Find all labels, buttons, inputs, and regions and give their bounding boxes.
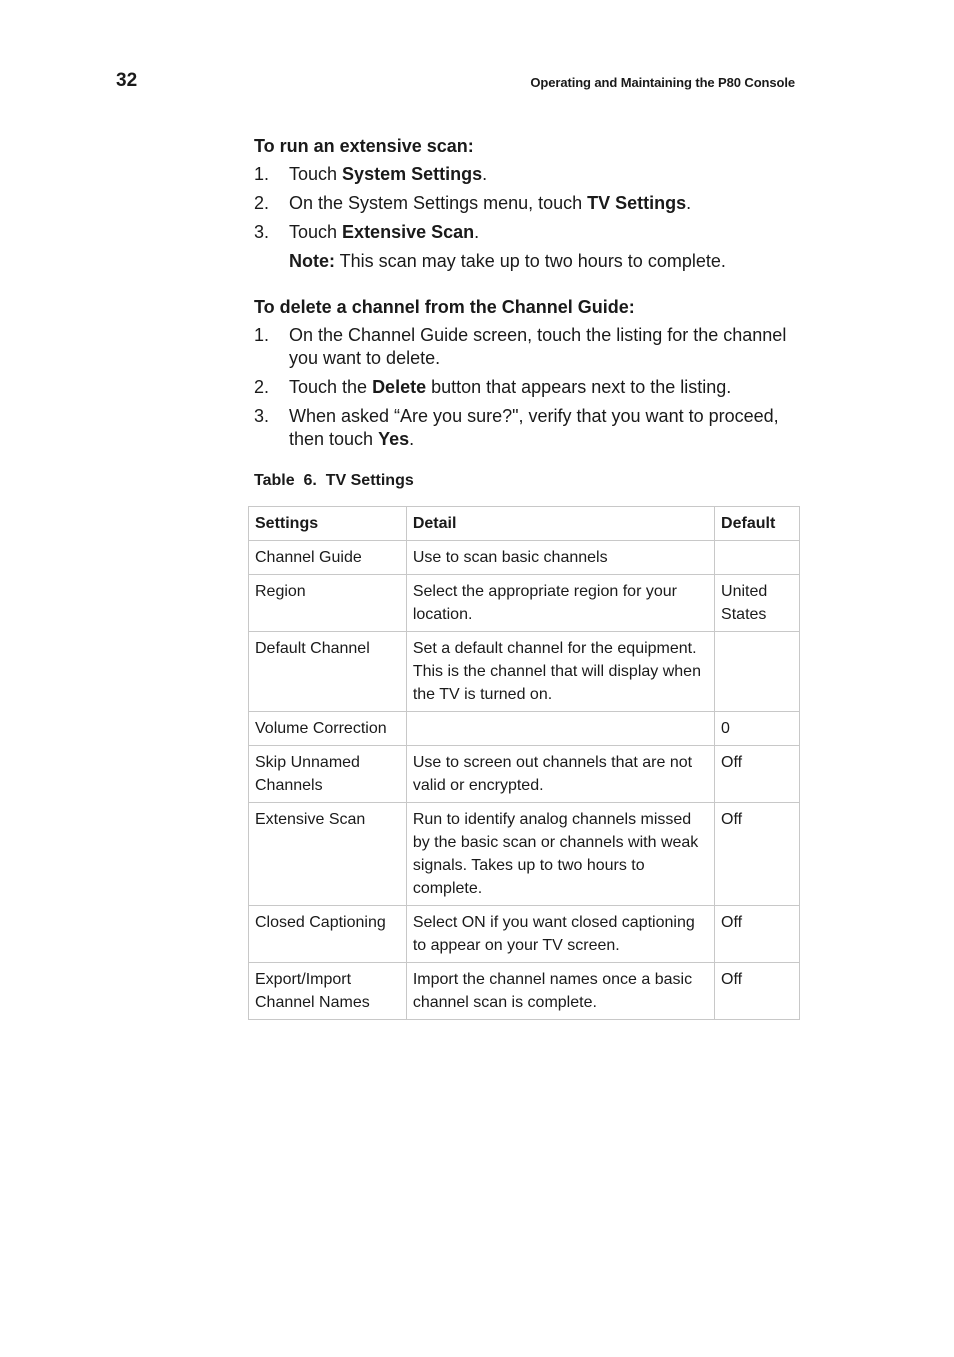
step-text: When asked “Are you sure?", verify that you want to proceed, then touch xyxy=(289,406,779,449)
step-text: Touch xyxy=(289,164,343,184)
step-number: 2. xyxy=(254,377,270,397)
step-text: Touch xyxy=(289,222,343,242)
detail-cell: Run to identify analog channels missed by the basic scan or channels with weak signals. Takes up to two hours to complete. xyxy=(406,803,714,906)
column-header-detail: Detail xyxy=(406,507,714,541)
setting-cell: Export/Import Channel Names xyxy=(249,963,407,1020)
step-number: 3. xyxy=(254,406,270,426)
table-header-row xyxy=(249,507,800,541)
step-text: . xyxy=(686,193,692,213)
default-cell: Off xyxy=(715,963,800,1020)
detail-cell: Use to scan basic channels xyxy=(406,541,714,575)
step-bold: Yes xyxy=(378,429,410,449)
delete-channel-steps xyxy=(254,324,814,451)
setting-cell: Volume Correction xyxy=(249,712,407,746)
step-number: 1. xyxy=(254,164,270,184)
column-header-default: Default xyxy=(715,507,800,541)
default-cell: Off xyxy=(715,746,800,803)
step-bold: System Settings xyxy=(342,164,483,184)
default-cell: Off xyxy=(715,906,800,963)
default-cell xyxy=(715,632,800,712)
step-bold: Delete xyxy=(372,377,427,397)
table-row xyxy=(249,906,800,963)
table-row xyxy=(249,963,800,1020)
page-number: 32 xyxy=(116,70,138,91)
column-header-settings: Settings xyxy=(249,507,407,541)
table-row xyxy=(249,746,800,803)
default-cell: 0 xyxy=(715,712,800,746)
step-number: 1. xyxy=(254,325,270,345)
procedure-content xyxy=(254,136,814,457)
table-row xyxy=(249,632,800,712)
detail-cell: Import the channel names once a basic channel scan is complete. xyxy=(406,963,714,1020)
setting-cell: Skip Unnamed Channels xyxy=(249,746,407,803)
table-row xyxy=(249,712,800,746)
table-caption: Table 6. TV Settings xyxy=(254,472,414,489)
list-item xyxy=(254,405,814,451)
setting-cell: Channel Guide xyxy=(249,541,407,575)
step-text: Touch the xyxy=(289,377,373,397)
default-cell: United States xyxy=(715,575,800,632)
note-text: This scan may take up to two hours to complete. xyxy=(335,251,726,271)
step-bold: TV Settings xyxy=(587,193,687,213)
setting-cell: Closed Captioning xyxy=(249,906,407,963)
detail-cell: Select the appropriate region for your location. xyxy=(406,575,714,632)
step-bold: Extensive Scan xyxy=(342,222,475,242)
list-item xyxy=(254,324,814,370)
table-row xyxy=(249,803,800,906)
step-text: On the Channel Guide screen, touch the listing for the channel you want to delete. xyxy=(289,325,787,368)
step-text: On the System Settings menu, touch xyxy=(289,193,588,213)
tv-settings-table xyxy=(248,506,800,1020)
note-label: Note: xyxy=(289,251,335,271)
detail-cell xyxy=(406,712,714,746)
step-text: . xyxy=(482,164,488,184)
setting-cell: Extensive Scan xyxy=(249,803,407,906)
table-row xyxy=(249,541,800,575)
note xyxy=(254,250,814,273)
list-item xyxy=(254,192,814,215)
delete-channel-heading: To delete a channel from the Channel Guide: xyxy=(254,297,635,317)
setting-cell: Default Channel xyxy=(249,632,407,712)
extensive-scan-heading: To run an extensive scan: xyxy=(254,136,474,156)
default-cell: Off xyxy=(715,803,800,906)
step-number: 2. xyxy=(254,193,270,213)
detail-cell: Set a default channel for the equipment. This is the channel that will display when the TV is turned on. xyxy=(406,632,714,712)
step-text: . xyxy=(409,429,415,449)
detail-cell: Use to screen out channels that are not valid or encrypted. xyxy=(406,746,714,803)
step-text: . xyxy=(474,222,480,242)
list-item xyxy=(254,221,814,244)
extensive-scan-steps xyxy=(254,163,814,244)
setting-cell: Region xyxy=(249,575,407,632)
detail-cell: Select ON if you want closed captioning to appear on your TV screen. xyxy=(406,906,714,963)
default-cell xyxy=(715,541,800,575)
table-row xyxy=(249,575,800,632)
step-number: 3. xyxy=(254,222,270,242)
list-item xyxy=(254,376,814,399)
list-item xyxy=(254,163,814,186)
step-text: button that appears next to the listing. xyxy=(426,377,732,397)
running-header: Operating and Maintaining the P80 Console xyxy=(530,75,795,90)
